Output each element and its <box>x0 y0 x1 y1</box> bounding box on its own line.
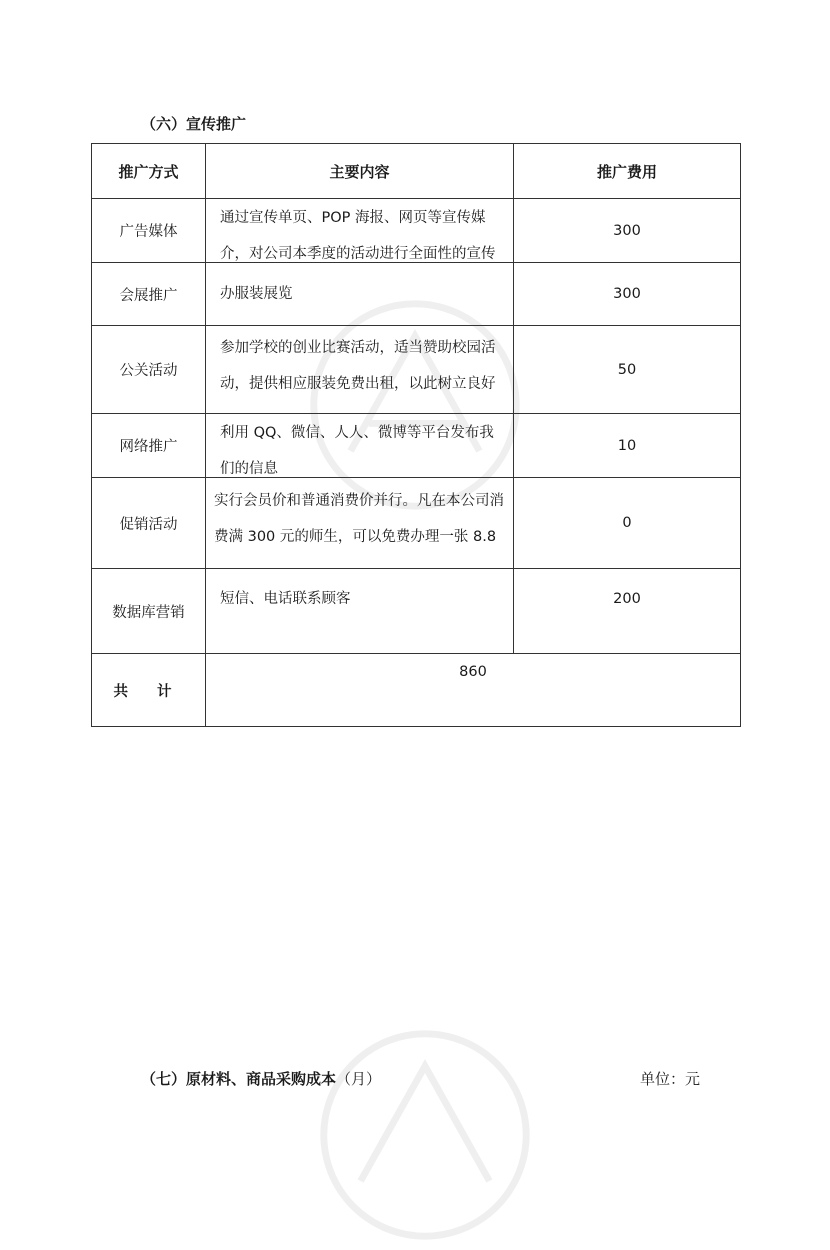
row-content-cell <box>206 263 514 326</box>
table-row <box>92 569 741 654</box>
row-method: 会展推广 <box>92 263 206 326</box>
row-cost <box>514 569 741 654</box>
row-cost: 50 <box>514 326 741 414</box>
row-cost-value: 200 <box>613 591 641 607</box>
unit-label: 单位：元 <box>640 1070 701 1088</box>
row-cost: 300 <box>514 263 741 326</box>
row-method: 网络推广 <box>92 414 206 478</box>
row-method: 促销活动 <box>92 478 206 569</box>
row-content: 参加学校的创业比赛活动，适当赞助校园活动，提供相应服装免费出租，以此树立良好 <box>220 339 496 392</box>
header-content: 主要内容 <box>206 144 514 199</box>
table-row <box>92 326 741 414</box>
total-value: 860 <box>206 654 741 727</box>
header-cost: 推广费用 <box>514 144 741 199</box>
section-title-promotion: （六）宣传推广 <box>141 115 247 133</box>
total-label: 共 计 <box>92 654 206 727</box>
row-method: 广告媒体 <box>92 199 206 263</box>
row-content: 通过宣传单页、POP 海报、网页等宣传媒介，对公司本季度的活动进行全面性的宣传 <box>220 209 496 262</box>
row-cost: 0 <box>514 478 741 569</box>
row-content: 实行会员价和普通消费价并行。凡在本公司消费满 300 元的师生，可以免费办理一张 8.8 <box>214 493 504 545</box>
table-row <box>92 478 741 569</box>
table-row <box>92 199 741 263</box>
section-title-procurement <box>141 1068 381 1089</box>
row-content-cell <box>206 199 514 263</box>
table-row <box>92 414 741 478</box>
table-row <box>92 263 741 326</box>
row-cost: 10 <box>514 414 741 478</box>
watermark-logo-bottom <box>310 1020 540 1250</box>
total-row <box>92 654 741 727</box>
row-content: 利用 QQ、微信、人人、微博等平台发布我们的信息 <box>220 424 494 477</box>
promotion-table <box>91 143 741 727</box>
row-content-cell <box>206 414 514 478</box>
row-content-cell <box>206 569 514 654</box>
row-method: 数据库营销 <box>92 569 206 654</box>
header-method: 推广方式 <box>92 144 206 199</box>
row-content-cell <box>206 326 514 414</box>
row-content: 短信、电话联系顾客 <box>220 591 351 607</box>
section-title-procurement-suffix: （月） <box>336 1070 382 1088</box>
row-content-cell <box>206 478 514 569</box>
row-content: 办服装展览 <box>220 286 293 302</box>
row-method: 公关活动 <box>92 326 206 414</box>
row-cost: 300 <box>514 199 741 263</box>
section-title-procurement-text: （七）原材料、商品采购成本 <box>141 1070 337 1088</box>
table-header-row <box>92 144 741 199</box>
